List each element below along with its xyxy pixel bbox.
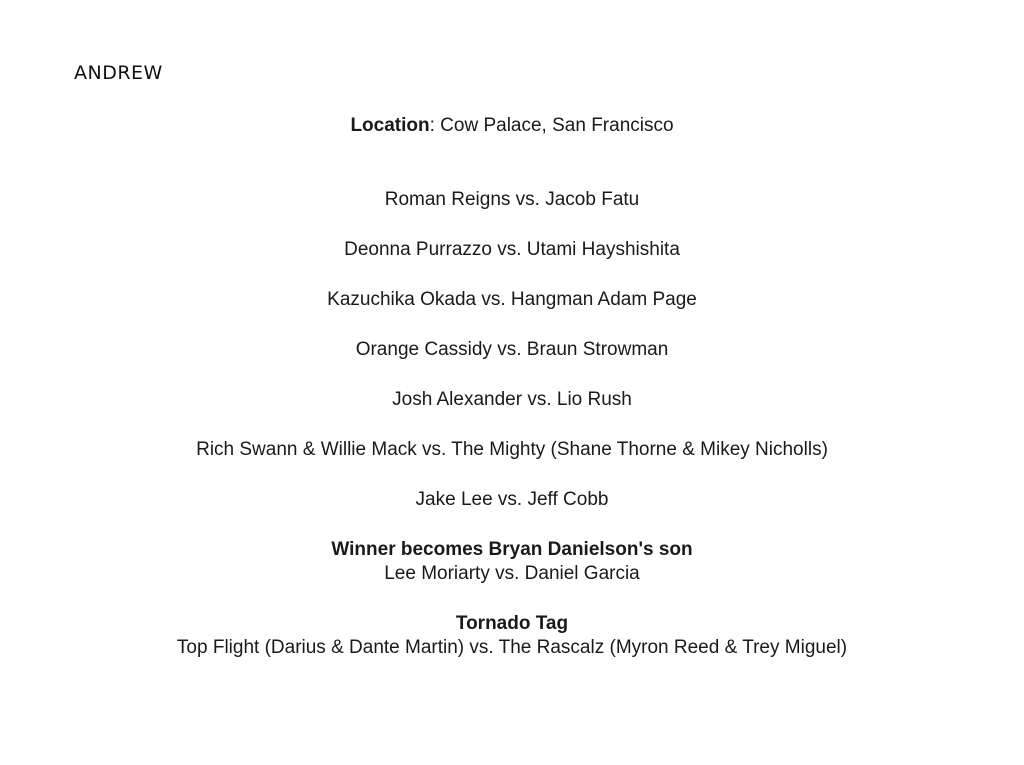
location-value: Cow Palace, San Francisco — [440, 115, 674, 136]
match-line: Rich Swann & Willie Mack vs. The Mighty (Shane Thorne & Mikey Nicholls) — [196, 439, 828, 460]
match-item — [0, 438, 1024, 462]
match-card — [0, 114, 1024, 686]
match-stipulation: Tornado Tag — [455, 613, 569, 634]
match-line: Deonna Purrazzo vs. Utami Hayshishita — [344, 239, 680, 260]
location-separator: : — [429, 115, 441, 136]
author-name: ANDREW — [74, 62, 163, 84]
location-label: Location — [350, 115, 430, 136]
location-line — [0, 114, 1024, 138]
match-item — [0, 288, 1024, 312]
match-line: Top Flight (Darius & Dante Martin) vs. The Rascalz (Myron Reed & Trey Miguel) — [176, 637, 848, 658]
match-item — [0, 388, 1024, 412]
match-item — [0, 488, 1024, 512]
match-item — [0, 538, 1024, 586]
match-line: Jake Lee vs. Jeff Cobb — [415, 489, 609, 510]
match-stipulation: Winner becomes Bryan Danielson's son — [331, 539, 693, 560]
match-line: Josh Alexander vs. Lio Rush — [392, 389, 632, 410]
match-line: Orange Cassidy vs. Braun Strowman — [355, 339, 669, 360]
match-line: Lee Moriarty vs. Daniel Garcia — [384, 563, 640, 584]
match-item — [0, 338, 1024, 362]
match-item — [0, 612, 1024, 660]
match-item — [0, 238, 1024, 262]
match-line: Kazuchika Okada vs. Hangman Adam Page — [327, 289, 697, 310]
match-item — [0, 188, 1024, 212]
match-line: Roman Reigns vs. Jacob Fatu — [384, 189, 640, 210]
